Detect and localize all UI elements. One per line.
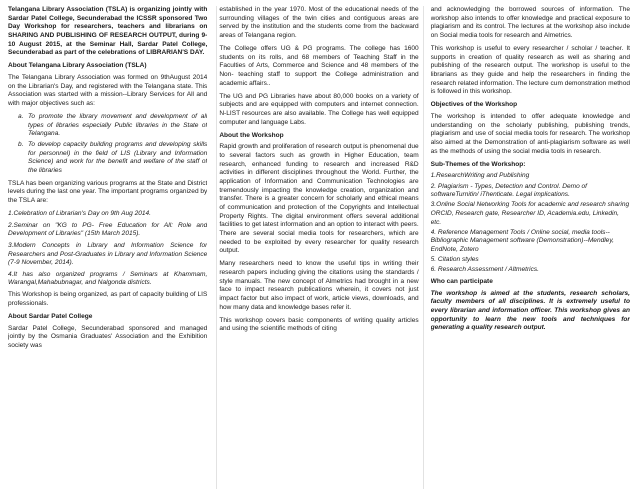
- college-description: Sardar Patel College, Secunderabad sponsored and managed jointly by the Osmania Graduates' Association and the Exhibition society was: [8, 324, 208, 349]
- sub-theme-item: 5. Citation styles: [430, 256, 479, 264]
- tsla-description: The Telangana Library Association was formed on 9thAugust 2014 on the Librarian's Day, and registered with the Telangana state. This Association was started with a mission--Library Services for All and with major objectives such as:: [8, 73, 208, 107]
- sub-theme-item: 6. Research Assessment / Altmetrics.: [430, 266, 539, 274]
- program-item: 1.Celebration of Librarian's Day on 9th Aug 2014.: [8, 209, 151, 217]
- column-right: [431, 6, 630, 489]
- objective-item: [18, 141, 207, 176]
- objective-text: To develop capacity building programs and developing skills for personnel) in the field of LIS (Library and Information Science) and work for the benefit and welfare of the staff of the libraries: [28, 140, 208, 174]
- workshop-announcement: Telangana Library Association (TSLA) is organizing jointly with Sardar Patel College, Secunderabad the ICSSR sponsored Two Day Workshop for researchers, teachers and librarians on SHARING AND PUBLISHING OF RESEARCH OUTPUT, during 9-10 August 2015, at the Seminar Hall, Sardar Patel College, Secunderabad as part of the celebrations of LIBRARIAN'S DAY.: [8, 6, 208, 57]
- programs-list: [8, 210, 207, 288]
- tsla-objectives: [18, 113, 207, 175]
- sub-theme-item: 3.Online Social Networking Tools for academic and research sharing ORCID, Research gate, Researcher ID, Academia.edu, Linkedin, etc.: [430, 201, 630, 226]
- sub-theme-item: 4. Reference Management Tools / Online social, media tools--Bibliographic Management software (Demonstration)--Mendley, EndNote, Zotero: [430, 228, 614, 254]
- objective-text: To promote the library movement and development of all types of libraries especially Public libraries in the State of Telangana.: [28, 113, 208, 138]
- heading-objectives: Objectives of the Workshop: [430, 101, 518, 109]
- participant-description: The workshop is aimed at the students, research scholars, faculty members of all disciplines. It is extremely useful to every librarian and information officer. This workshop gives an opportunity to learn the new tools and techniques for generating a quality research output.: [430, 289, 630, 332]
- heading-about-college: About Sardar Patel College: [8, 312, 93, 320]
- workshop-objectives: The workshop is intended to offer adequate knowledge and understanding on the scholarly publishing, publishing trends, plagiarism and use of social media tools for research. The workshop also aimed at the Demonstration of anti-plagiarism software as well as the methods of using the social media tools in research.: [430, 113, 630, 155]
- column-divider: [423, 6, 424, 489]
- program-item: 2.Seminar on "KG to PG- Free Education for All: Role and Development of Libraries" (15th March 2015).: [8, 221, 208, 238]
- column-left: [8, 6, 207, 489]
- program-item: 3.Modern Concepts in Library and Information Science for Researchers and Post-Graduates in Library and Information Science (7-9 November, 2014).: [8, 241, 208, 267]
- heading-who-can-participate: Who can participate: [430, 277, 493, 285]
- capacity-building-note: This Workshop is being organized, as part of capacity building of LIS professionals.: [8, 291, 208, 307]
- college-programs: The College offers UG & PG programs. The college has 1600 students on its rolls, and 68 members of Teaching Staff in the Faculties of Arts, Commerce and Science and 48 members of the Non- teaching staff to support the College administration and academic affairs..: [219, 45, 419, 87]
- workshop-background: Rapid growth and proliferation of research output is phenomenal due to several factors such as growth in Higher Education, team research, enhanced funding to research and increased R&D activities in different disciplines throughout the World. Further, the application of Information and Communication Technologies are tremendously impacting the knowledge creation, organization and transfer. There is a greater concern for scholarly and ethical means of communication and protection of the Copyrights and Intellectual Property Rights. The digital environment offers several additional facilities to get latest information and an option to interact with peers. There are several social media tools for researchers, which are needed to be exploited by every researcher for quality research output.: [219, 143, 419, 255]
- column-middle: [219, 6, 418, 489]
- objective-item: [18, 113, 207, 139]
- workshop-usefulness: This workshop is useful to every researcher / scholar / teacher. It supports in creation of quality research as well as sharing and publishing of the research output. The workshop is useful to the librarians as they guide and help the researchers in finding the research related information. The lecture cum demonstration method is followed in this workshop.: [430, 45, 630, 96]
- program-item: 4.It has also organized programs / Seminars at Khammam, Warangal,Mahabubnagar, and Nalgonda districts.: [8, 270, 208, 287]
- heading-sub-themes: Sub-Themes of the Workshop:: [430, 160, 526, 168]
- heading-about-workshop: About the Workshop: [219, 131, 284, 139]
- workshop-acknowledging: and acknowledging the borrowed sources of information. The workshop also intends to offer knowledge and practical exposure to plagiarism and its control. The lectures at the workshop also include on Social media tools for research and Almetrics.: [430, 6, 630, 39]
- workshop-coverage: This workshop covers basic components of writing quality articles and using the scientific methods of citing: [219, 316, 419, 333]
- sub-theme-item: 1.ResearchWriting and Publishing: [430, 172, 530, 180]
- sub-themes-list: [431, 172, 630, 275]
- workshop-citations: Many researchers need to know the useful tips in writing their research papers including giving the citations using the standards / style manuals. The new concept of Almetrics had brought in a new face to impact research publications wherein, it covers not just impact factor but also impact of work, article views, downloads, and how many data and knowledge bases refer it.: [219, 260, 419, 311]
- heading-about-tsla: About Telangana Library Association (TSLA): [8, 62, 147, 70]
- college-history: established in the year 1970. Most of the educational needs of the surrounding villages of the twin cities and contiguous areas are served by the institution and the students come from the backward areas of Telangana region.: [219, 6, 419, 39]
- objective-marker: b.: [18, 140, 24, 148]
- column-divider: [216, 6, 217, 489]
- sub-theme-item: 2. Plagiarism - Types, Detection and Control. Demo of softwareTurnitin/ iThenticate. Legal implications.: [430, 182, 587, 199]
- college-libraries: The UG and PG Libraries have about 80,000 books on a variety of subjects and are equipped with computers and internet connection. N-LIST resources are also available. The College has well equipped computer and language Labs.: [219, 92, 419, 126]
- programs-intro: TSLA has been organizing various programs at the State and District levels during the last one year. The important programs organized by the TSLA are:: [8, 179, 208, 204]
- objective-marker: a.: [18, 113, 24, 121]
